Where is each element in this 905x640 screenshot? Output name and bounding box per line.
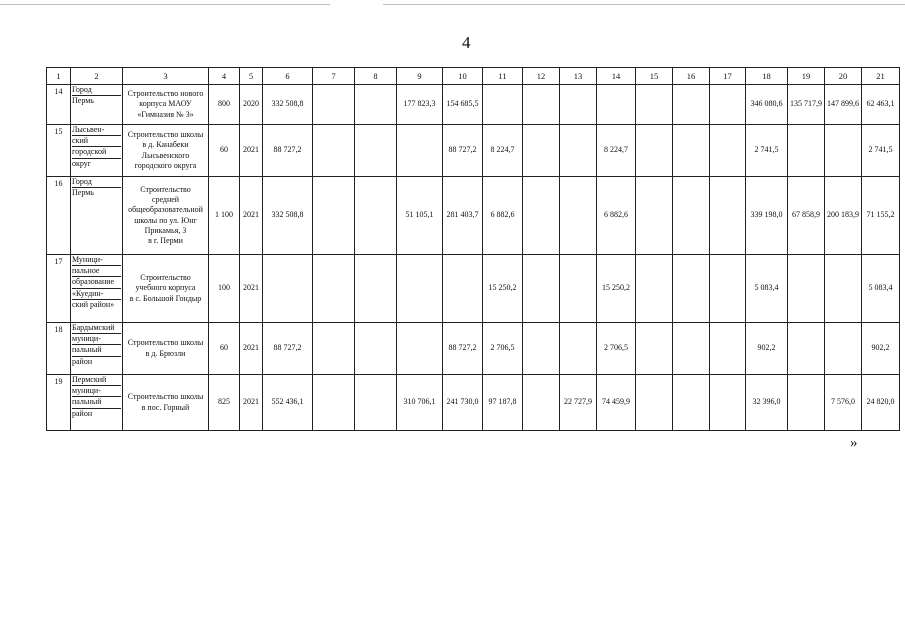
value-cell-col-14: 6 882,6 [597,177,636,255]
value-cell-col-8 [355,323,397,375]
value-cell-col-7 [313,375,355,431]
municipality-line: Город [72,177,121,188]
row-number: 14 [47,85,71,125]
column-header: 13 [560,68,597,85]
municipality-cell [71,255,123,323]
column-header: 19 [788,68,825,85]
table-row [47,85,900,125]
object-cell [123,85,209,125]
municipality-cell [71,177,123,255]
value-cell-col-19 [788,323,825,375]
value-cell-col-12 [523,177,560,255]
value-cell-col-18: 5 083,4 [746,255,788,323]
municipality-line: Муници- [72,255,121,266]
object-cell [123,177,209,255]
municipality-line: муници- [72,334,121,345]
municipality-line: «Куедин- [72,289,121,300]
municipality-line: пальный [72,397,121,408]
value-cell-col-15 [636,85,673,125]
column-header: 2 [71,68,123,85]
column-header: 17 [710,68,746,85]
value-cell-col-6: 88 727,2 [263,323,313,375]
value-cell-col-6: 332 508,8 [263,177,313,255]
value-cell-col-21: 62 463,1 [862,85,900,125]
value-cell-col-5: 2021 [240,125,263,177]
value-cell-col-11: 6 882,6 [483,177,523,255]
municipality-line: Бардымский [72,323,121,334]
value-cell-col-10: 88 727,2 [443,323,483,375]
object-cell [123,323,209,375]
column-header: 16 [673,68,710,85]
object-line: Лысьвенского [141,150,190,160]
value-cell-col-20: 7 576,0 [825,375,862,431]
value-cell-col-17 [710,255,746,323]
value-cell-col-17 [710,177,746,255]
value-cell-col-19 [788,125,825,177]
municipality-line: муници- [72,386,121,397]
value-cell-col-11: 15 250,2 [483,255,523,323]
value-cell-col-11: 2 706,5 [483,323,523,375]
value-cell-col-9: 51 105,1 [397,177,443,255]
value-cell-col-14: 15 250,2 [597,255,636,323]
value-cell-col-10: 241 730,0 [443,375,483,431]
value-cell-col-5: 2021 [240,375,263,431]
municipality-line: городской [72,147,121,158]
value-cell-col-15 [636,177,673,255]
object-line: Строительство школы [127,392,204,402]
row-number: 16 [47,177,71,255]
value-cell-col-17 [710,375,746,431]
value-cell-col-6: 332 508,8 [263,85,313,125]
column-header: 3 [123,68,209,85]
value-cell-col-20 [825,255,862,323]
value-cell-col-21: 902,2 [862,323,900,375]
value-cell-col-21: 24 820,0 [862,375,900,431]
table-row [47,255,900,323]
object-line: Прикамья, 3 [144,225,187,235]
column-header: 14 [597,68,636,85]
object-cell [123,255,209,323]
value-cell-col-12 [523,125,560,177]
top-rule-right [383,4,905,5]
value-cell-col-8 [355,85,397,125]
value-cell-col-17 [710,323,746,375]
object-line: в с. Большой Гондыр [129,293,202,303]
column-header: 20 [825,68,862,85]
column-header: 1 [47,68,71,85]
row-number: 17 [47,255,71,323]
object-line: Строительство [140,184,191,194]
object-line: школы по ул. Юнг [134,215,197,225]
value-cell-col-18: 32 396,0 [746,375,788,431]
value-cell-col-6 [263,255,313,323]
row-number: 19 [47,375,71,431]
row-number: 18 [47,323,71,375]
value-cell-col-11: 97 187,8 [483,375,523,431]
value-cell-col-7 [313,323,355,375]
value-cell-col-12 [523,85,560,125]
municipality-line: Лысьвен- [72,125,121,136]
object-line: Строительство школы [127,130,204,140]
value-cell-col-11: 8 224,7 [483,125,523,177]
municipality-line: образование [72,277,121,288]
value-cell-col-10: 154 685,5 [443,85,483,125]
value-cell-col-20 [825,125,862,177]
value-cell-col-16 [673,323,710,375]
value-cell-col-16 [673,85,710,125]
value-cell-col-8 [355,177,397,255]
page-number: 4 [462,33,471,52]
value-cell-col-5: 2021 [240,177,263,255]
object-line: Строительство нового [127,89,204,99]
value-cell-col-10: 88 727,2 [443,125,483,177]
value-cell-col-4: 100 [209,255,240,323]
value-cell-col-4: 60 [209,323,240,375]
value-cell-col-14: 8 224,7 [597,125,636,177]
row-number: 15 [47,125,71,177]
object-line: «Гимназия № 3» [137,109,194,119]
value-cell-col-7 [313,255,355,323]
column-header: 9 [397,68,443,85]
value-cell-col-4: 800 [209,85,240,125]
value-cell-col-15 [636,375,673,431]
header-row [47,68,900,85]
value-cell-col-7 [313,85,355,125]
value-cell-col-17 [710,125,746,177]
object-line: в пос. Горный [141,402,190,412]
value-cell-col-9: 177 823,3 [397,85,443,125]
municipality-line: ский [72,136,121,147]
value-cell-col-19: 135 717,9 [788,85,825,125]
table-row [47,177,900,255]
value-cell-col-7 [313,177,355,255]
data-table [46,67,900,431]
value-cell-col-13 [560,323,597,375]
value-cell-col-9: 310 706,1 [397,375,443,431]
column-header: 5 [240,68,263,85]
object-line: корпуса МАОУ [139,99,192,109]
value-cell-col-10: 281 403,7 [443,177,483,255]
object-line: учебного корпуса [135,283,196,293]
value-cell-col-16 [673,375,710,431]
municipality-line: район [72,408,93,418]
municipality-line: пальное [72,266,121,277]
value-cell-col-14 [597,85,636,125]
value-cell-col-16 [673,125,710,177]
value-cell-col-12 [523,255,560,323]
value-cell-col-10 [443,255,483,323]
object-line: средней [151,195,180,205]
table-row [47,125,900,177]
object-line: городского округа [134,160,197,170]
value-cell-col-8 [355,125,397,177]
column-header: 11 [483,68,523,85]
value-cell-col-21: 71 155,2 [862,177,900,255]
value-cell-col-5: 2021 [240,323,263,375]
municipality-cell [71,323,123,375]
value-cell-col-6: 552 436,1 [263,375,313,431]
value-cell-col-4: 825 [209,375,240,431]
value-cell-col-6: 88 727,2 [263,125,313,177]
value-cell-col-13 [560,85,597,125]
object-cell [123,375,209,431]
municipality-line: ский район» [72,299,115,309]
value-cell-col-13 [560,255,597,323]
value-cell-col-16 [673,177,710,255]
value-cell-col-12 [523,323,560,375]
value-cell-col-21: 5 083,4 [862,255,900,323]
object-line: Строительство [140,273,191,283]
value-cell-col-20: 147 899,6 [825,85,862,125]
value-cell-col-4: 1 100 [209,177,240,255]
value-cell-col-21: 2 741,5 [862,125,900,177]
value-cell-col-16 [673,255,710,323]
municipality-line: округ [72,158,92,168]
value-cell-col-15 [636,255,673,323]
value-cell-col-8 [355,375,397,431]
municipality-line: Пермь [72,96,94,106]
value-cell-col-4: 60 [209,125,240,177]
column-header: 18 [746,68,788,85]
municipality-cell [71,85,123,125]
value-cell-col-14: 2 706,5 [597,323,636,375]
top-rule-left [0,4,330,5]
object-line: в г. Перми [148,235,183,245]
column-header: 6 [263,68,313,85]
value-cell-col-8 [355,255,397,323]
value-cell-col-9 [397,255,443,323]
column-header: 12 [523,68,560,85]
column-header: 7 [313,68,355,85]
object-line: Строительство школы [127,338,204,348]
value-cell-col-12 [523,375,560,431]
closing-quote: » [850,435,858,451]
value-cell-col-19: 67 858,9 [788,177,825,255]
value-cell-col-18: 902,2 [746,323,788,375]
value-cell-col-20: 200 183,9 [825,177,862,255]
municipality-cell [71,125,123,177]
object-cell [123,125,209,177]
value-cell-col-5: 2021 [240,255,263,323]
value-cell-col-19 [788,255,825,323]
municipality-line: район [72,356,93,366]
value-cell-col-14: 74 459,9 [597,375,636,431]
value-cell-col-18: 339 198,0 [746,177,788,255]
value-cell-col-9 [397,125,443,177]
value-cell-col-18: 2 741,5 [746,125,788,177]
value-cell-col-15 [636,125,673,177]
municipality-line: Пермский [72,375,121,386]
column-header: 10 [443,68,483,85]
value-cell-col-11 [483,85,523,125]
value-cell-col-19 [788,375,825,431]
value-cell-col-15 [636,323,673,375]
column-header: 15 [636,68,673,85]
object-line: в д. Брюзли [145,348,186,358]
value-cell-col-9 [397,323,443,375]
table-row [47,375,900,431]
value-cell-col-13: 22 727,9 [560,375,597,431]
municipality-cell [71,375,123,431]
municipality-line: Город [72,85,121,96]
object-line: общеобразовательной [128,205,203,215]
value-cell-col-13 [560,125,597,177]
column-header: 4 [209,68,240,85]
value-cell-col-13 [560,177,597,255]
column-header: 8 [355,68,397,85]
value-cell-col-5: 2020 [240,85,263,125]
value-cell-col-20 [825,323,862,375]
value-cell-col-7 [313,125,355,177]
value-cell-col-17 [710,85,746,125]
object-line: в д. Канабеки [142,140,189,150]
value-cell-col-18: 346 080,6 [746,85,788,125]
column-header: 21 [862,68,900,85]
table-row [47,323,900,375]
municipality-line: Пермь [72,188,94,198]
municipality-line: пальный [72,345,121,356]
